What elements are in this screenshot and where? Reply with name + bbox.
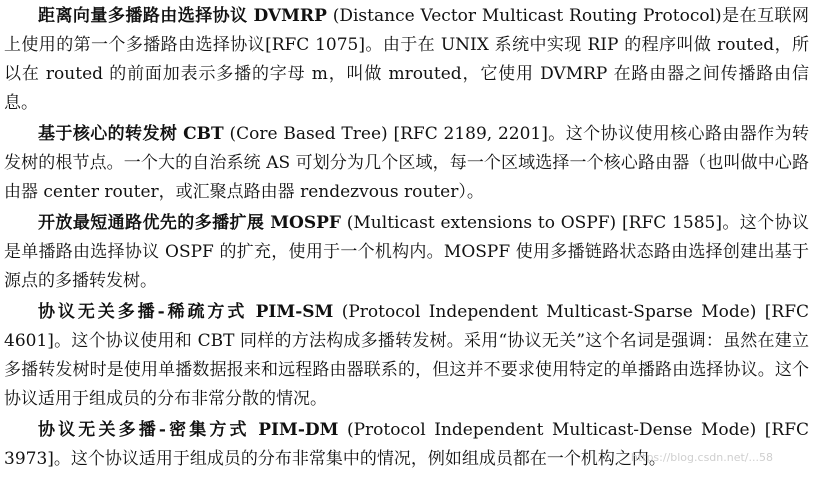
paragraph-body: (Protocol Independent Multicast-Dense Mode) [RFC 3973]。这个协议适用于组成员的分布非常集中的情况，例如组成员都在一个机构之内。 <box>4 420 810 469</box>
term-abbr: MOSPF <box>270 213 341 233</box>
paragraph-dvmrp <box>4 2 809 118</box>
term-abbr: PIM-DM <box>258 420 339 440</box>
paragraph-body: (Core Based Tree) [RFC 2189, 2201]。这个协议使用核心路由器作为转发树的根节点。一个大的自治系统 AS 可划分为几个区域，每一个区域选择一个核心路由器（也叫做中心路由器 center router，或汇聚点路由器 rendezvous router）。 <box>4 124 810 202</box>
paragraph-mospf <box>4 209 809 296</box>
paragraph-body: (Multicast extensions to OSPF) [RFC 1585]。这个协议是单播路由选择协议 OSPF 的扩充，使用于一个机构内。MOSPF 使用多播链路状态路由选择创建出基于源点的多播转发树。 <box>4 213 810 291</box>
paragraph-cbt <box>4 120 809 207</box>
term-name: 距离向量多播路由选择协议 <box>38 6 248 26</box>
term-abbr: DVMRP <box>253 6 327 26</box>
term-abbr: PIM-SM <box>255 302 334 322</box>
paragraph-pim-sm <box>4 298 809 414</box>
term-name: 基于核心的转发树 <box>38 124 178 144</box>
document-page <box>4 0 809 478</box>
term-abbr: CBT <box>183 124 224 144</box>
watermark: https://blog.csdn.net/...58 <box>630 451 773 464</box>
paragraph-pim-dm <box>4 416 809 474</box>
term-name: 开放最短通路优先的多播扩展 <box>38 213 265 233</box>
paragraph-body: (Protocol Independent Multicast-Sparse Mode) [RFC 4601]。这个协议使用和 CBT 同样的方法构成多播转发树。采用“协议无关”这个名词是强调：虽然在建立多播转发树时是使用单播数据报来和远程路由器联系的，但这并不要求使用特定的单播路由选择协议。这个协议适用于组成员的分布非常分散的情况。 <box>4 302 809 409</box>
term-name: 协议无关多播-密集方式 <box>38 420 250 440</box>
term-name: 协议无关多播-稀疏方式 <box>38 302 248 322</box>
paragraph-body: (Distance Vector Multicast Routing Protocol)是在互联网上使用的第一个多播路由选择协议[RFC 1075]。由于在 UNIX 系统中实现 RIP 的程序叫做 routed，所以在 routed 的前面加表示多播的字母 m，叫做 mrouted，它使用 DVMRP 在路由器之间传播路由信息。 <box>4 6 810 113</box>
